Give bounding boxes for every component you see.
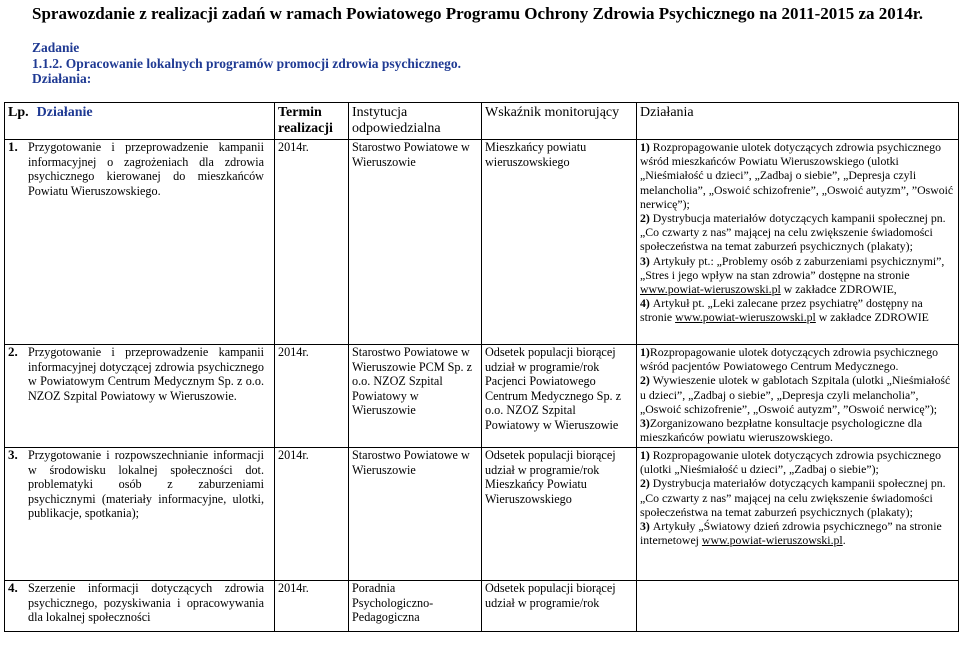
action-item: [640, 211, 955, 254]
action-item-text: Dystrybucja materiałów dotyczących kampanii społecznej pn. „Co czwarty z nas” mającej na celu zwiększenie świadomości społeczeństwa na temat zaburzeń psychicznych (plakaty);: [640, 476, 946, 519]
cell-action: [5, 345, 275, 448]
cell-termin: 2014r.: [275, 448, 349, 581]
cell-termin: 2014r.: [275, 140, 349, 345]
action-item: [640, 373, 955, 416]
action-item: [640, 140, 955, 211]
cell-action: [5, 140, 275, 345]
task-block: [32, 40, 923, 87]
table-row: [5, 581, 959, 632]
cell-wskaznik: Odsetek populacji biorącej udział w programie/rok Pacjenci Powiatowego Centrum Medycznego Sp. z o.o. NZOZ Szpital Powiatowy w Wieruszowie: [482, 345, 637, 448]
cell-termin: 2014r.: [275, 345, 349, 448]
action-item-number: 1): [640, 345, 650, 359]
task-label: Zadanie: [32, 40, 80, 55]
cell-dzialania: [637, 345, 959, 448]
header-dzialania: Działania: [637, 103, 959, 140]
table-header-row: [5, 103, 959, 140]
website-link[interactable]: www.powiat-wieruszowski.pl: [675, 310, 816, 325]
action-item: [640, 254, 955, 297]
cell-instytucja: Poradnia Psychologiczno-Pedagogiczna: [349, 581, 482, 632]
cell-dzialania: [637, 448, 959, 581]
header-wskaznik: Wskaźnik monitorujący: [482, 103, 637, 140]
action-item-number: 4): [640, 296, 653, 311]
action-item-number: 3): [640, 416, 650, 431]
action-text: Szerzenie informacji dotyczących zdrowia psychicznego, pozyskiwania i opracowywania dla lokalnej społeczności: [28, 581, 264, 624]
header-dzialanie: Działanie: [36, 105, 93, 120]
header-action: [5, 103, 275, 140]
action-item-text: Artykuł pt. „Leki zalecane przez psychiatrę” dostępny na stronie: [640, 296, 923, 325]
action-item-text: Rozpropagowanie ulotek dotyczących zdrowia psychicznego wśród pacjentów Powiatowego Centrum Medycznego.: [640, 345, 939, 374]
table-row: [5, 140, 959, 345]
action-item: [640, 416, 955, 444]
action-item-number: 1): [640, 448, 653, 462]
table-row: [5, 448, 959, 581]
cell-termin: 2014r.: [275, 581, 349, 632]
row-number: 1.: [8, 139, 18, 154]
action-text: Przygotowanie i przeprowadzenie kampanii informacyjnej o zagrożeniach dla zdrowia psychicznego kierowanej do mieszkańców Powiatu Wieruszowskiego.: [28, 140, 264, 198]
action-item-number: 3): [640, 519, 653, 534]
action-item: [640, 296, 955, 324]
action-item-number: 2): [640, 211, 653, 226]
action-text: Przygotowanie i przeprowadzenie kampanii informacyjnej dotyczącej zdrowia psychicznego w Powiatowym Centrum Medycznym Sp. z o.o. NZOZ Szpital Powiatowy w Wieruszowie.: [28, 345, 264, 403]
action-item-text: Dystrybucja materiałów dotyczących kampanii społecznej pn. „Co czwarty z nas” mającej na celu zwiększenie świadomości społeczeństwa na temat zaburzeń psychicznych (plakaty);: [640, 211, 946, 254]
header-lp: Lp.: [8, 105, 29, 120]
report-table: [4, 102, 959, 632]
action-item-text: Wywieszenie ulotek w gablotach Szpitala (ulotki „Nieśmiałość u dzieci”, „Zadbaj o siebie”, „Depresja czyli melancholia”, „Oswoić schizofrenie”, „Oswoić autyzm”, ”Oswoić nerwicę”);: [640, 373, 951, 416]
action-item-text: Artykuły „Światowy dzień zdrowia psychicznego” na stronie internetowej: [640, 519, 942, 548]
action-item-number: 1): [640, 140, 653, 154]
action-item-after: .: [842, 533, 846, 548]
action-item-text: Rozpropagowanie ulotek dotyczących zdrowia psychicznego (ulotki „Nieśmiałość u dzieci”, „Zadbaj o siebie”);: [640, 448, 942, 477]
action-item-number: 2): [640, 476, 653, 491]
report-title: Sprawozdanie z realizacji zadań w ramach Powiatowego Programu Ochrony Zdrowia Psychicznego na 2011-2015 za 2014r.: [32, 4, 924, 23]
header-termin: Termin realizacji: [275, 103, 349, 140]
action-item: [640, 519, 955, 547]
action-text: Przygotowanie i rozpowszechnianie informacji w środowisku lokalnej społeczności dot. problematyki osób z zaburzeniami psychicznymi (materiały informacyjne, ulotki, publikacje, spotkania);: [28, 448, 264, 520]
action-item-after: w zakładce ZDROWIE,: [780, 282, 897, 297]
row-number: 2.: [8, 344, 18, 359]
website-link[interactable]: www.powiat-wieruszowski.pl: [640, 282, 781, 297]
action-item-number: 2): [640, 373, 653, 388]
action-item: [640, 448, 955, 476]
action-item: [640, 476, 955, 519]
cell-instytucja: Starostwo Powiatowe w Wieruszowie PCM Sp. z o.o. NZOZ Szpital Powiatowy w Wieruszowie: [349, 345, 482, 448]
cell-instytucja: Starostwo Powiatowe w Wieruszowie: [349, 140, 482, 345]
row-number: 4.: [8, 580, 18, 595]
cell-wskaznik: Odsetek populacji biorącej udział w programie/rok Mieszkańcy Powiatu Wieruszowskiego: [482, 448, 637, 581]
cell-wskaznik: Odsetek populacji biorącej udział w programie/rok: [482, 581, 637, 632]
cell-action: [5, 448, 275, 581]
action-item-text: Zorganizowano bezpłatne konsultacje psychologiczne dla mieszkańców powiatu wieruszowskiego.: [640, 416, 923, 445]
table-row: [5, 345, 959, 448]
website-link[interactable]: www.powiat-wieruszowski.pl: [701, 533, 843, 548]
task-text: 1.1.2. Opracowanie lokalnych programów promocji zdrowia psychicznego.: [32, 55, 461, 71]
row-number: 3.: [8, 447, 18, 462]
action-item-number: 3): [640, 253, 653, 268]
cell-dzialania: [637, 581, 959, 632]
cell-wskaznik: Mieszkańcy powiatu wieruszowskiego: [482, 140, 637, 345]
cell-action: [5, 581, 275, 632]
actions-label: Działania:: [32, 71, 92, 86]
cell-instytucja: Starostwo Powiatowe w Wieruszowie: [349, 448, 482, 581]
action-item-after: w zakładce ZDROWIE: [815, 310, 929, 325]
cell-dzialania: [637, 140, 959, 345]
header-instytucja: Instytucja odpowiedzialna: [349, 103, 482, 140]
report-header: [32, 4, 923, 87]
action-item: [640, 345, 955, 373]
action-item-text: Rozpropagowanie ulotek dotyczących zdrowia psychicznego wśród mieszkańców Powiatu Wieruszowskiego (ulotki „Nieśmiałość u dzieci”, „Zadbaj o siebie”, „Depresja czyli melancholia”, „Oswoić schizofrenie”, „Oswoić autyzm”, ”Oswoić nerwicę”);: [640, 140, 954, 211]
action-item-text: Artykuły pt.: „Problemy osób z zaburzeniami psychicznymi”, „Stres i jego wpływ na stan zdrowia” dostępne na stronie: [640, 253, 945, 282]
